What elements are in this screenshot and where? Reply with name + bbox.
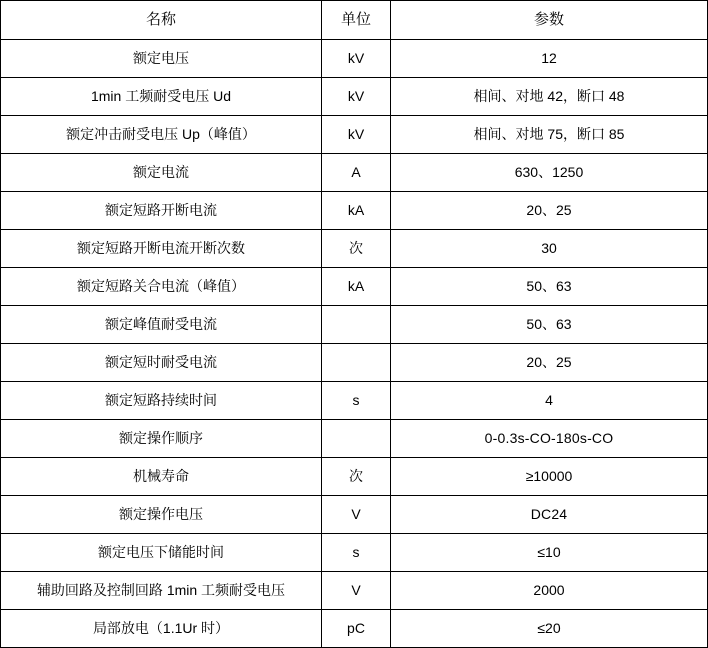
row-unit: kA <box>322 192 391 230</box>
row-name: 额定操作顺序 <box>1 420 322 458</box>
table-row <box>1 420 708 458</box>
row-unit: s <box>322 534 391 572</box>
table-row <box>1 192 708 230</box>
row-unit: kA <box>322 268 391 306</box>
table-row <box>1 268 708 306</box>
row-parameter: ≤20 <box>391 610 708 648</box>
row-parameter: 12 <box>391 40 708 78</box>
row-parameter: 4 <box>391 382 708 420</box>
row-parameter: 630、1250 <box>391 154 708 192</box>
table-row <box>1 116 708 154</box>
row-parameter: ≤10 <box>391 534 708 572</box>
row-unit: kV <box>322 116 391 154</box>
row-parameter: 20、25 <box>391 192 708 230</box>
table-row <box>1 382 708 420</box>
row-unit: s <box>322 382 391 420</box>
row-unit: V <box>322 496 391 534</box>
row-parameter: 相间、对地 42，断口 48 <box>391 78 708 116</box>
row-unit: kV <box>322 40 391 78</box>
table-body <box>1 40 708 648</box>
table-row <box>1 572 708 610</box>
row-name: 额定短路开断电流开断次数 <box>1 230 322 268</box>
row-parameter: DC24 <box>391 496 708 534</box>
row-name: 额定短时耐受电流 <box>1 344 322 382</box>
table-row <box>1 40 708 78</box>
row-parameter: 相间、对地 75，断口 85 <box>391 116 708 154</box>
table-row <box>1 78 708 116</box>
row-unit <box>322 344 391 382</box>
row-name: 额定冲击耐受电压 Up（峰值） <box>1 116 322 154</box>
row-name: 1min 工频耐受电压 Ud <box>1 78 322 116</box>
row-unit: 次 <box>322 230 391 268</box>
table-header-row <box>1 1 708 40</box>
row-name: 额定短路持续时间 <box>1 382 322 420</box>
row-name: 辅助回路及控制回路 1min 工频耐受电压 <box>1 572 322 610</box>
row-unit: pC <box>322 610 391 648</box>
table-row <box>1 610 708 648</box>
table-row <box>1 534 708 572</box>
row-parameter: ≥10000 <box>391 458 708 496</box>
row-parameter: 0-0.3s-CO-180s-CO <box>391 420 708 458</box>
row-name: 额定电压下储能时间 <box>1 534 322 572</box>
row-parameter: 50、63 <box>391 268 708 306</box>
row-unit <box>322 306 391 344</box>
row-parameter: 50、63 <box>391 306 708 344</box>
row-name: 机械寿命 <box>1 458 322 496</box>
column-header-name: 名称 <box>1 1 322 40</box>
table-row <box>1 344 708 382</box>
table-row <box>1 306 708 344</box>
row-name: 额定电流 <box>1 154 322 192</box>
row-name: 额定短路关合电流（峰值） <box>1 268 322 306</box>
row-unit: kV <box>322 78 391 116</box>
row-name: 额定峰值耐受电流 <box>1 306 322 344</box>
row-unit <box>322 420 391 458</box>
table-header <box>1 1 708 40</box>
row-name: 局部放电（1.1Ur 时） <box>1 610 322 648</box>
row-unit: 次 <box>322 458 391 496</box>
row-name: 额定短路开断电流 <box>1 192 322 230</box>
row-unit: V <box>322 572 391 610</box>
row-unit: A <box>322 154 391 192</box>
column-header-parameter: 参数 <box>391 1 708 40</box>
table-row <box>1 496 708 534</box>
column-header-unit: 单位 <box>322 1 391 40</box>
row-name: 额定操作电压 <box>1 496 322 534</box>
row-parameter: 30 <box>391 230 708 268</box>
table-row <box>1 458 708 496</box>
table-row <box>1 154 708 192</box>
row-parameter: 2000 <box>391 572 708 610</box>
row-name: 额定电压 <box>1 40 322 78</box>
row-parameter: 20、25 <box>391 344 708 382</box>
table-row <box>1 230 708 268</box>
